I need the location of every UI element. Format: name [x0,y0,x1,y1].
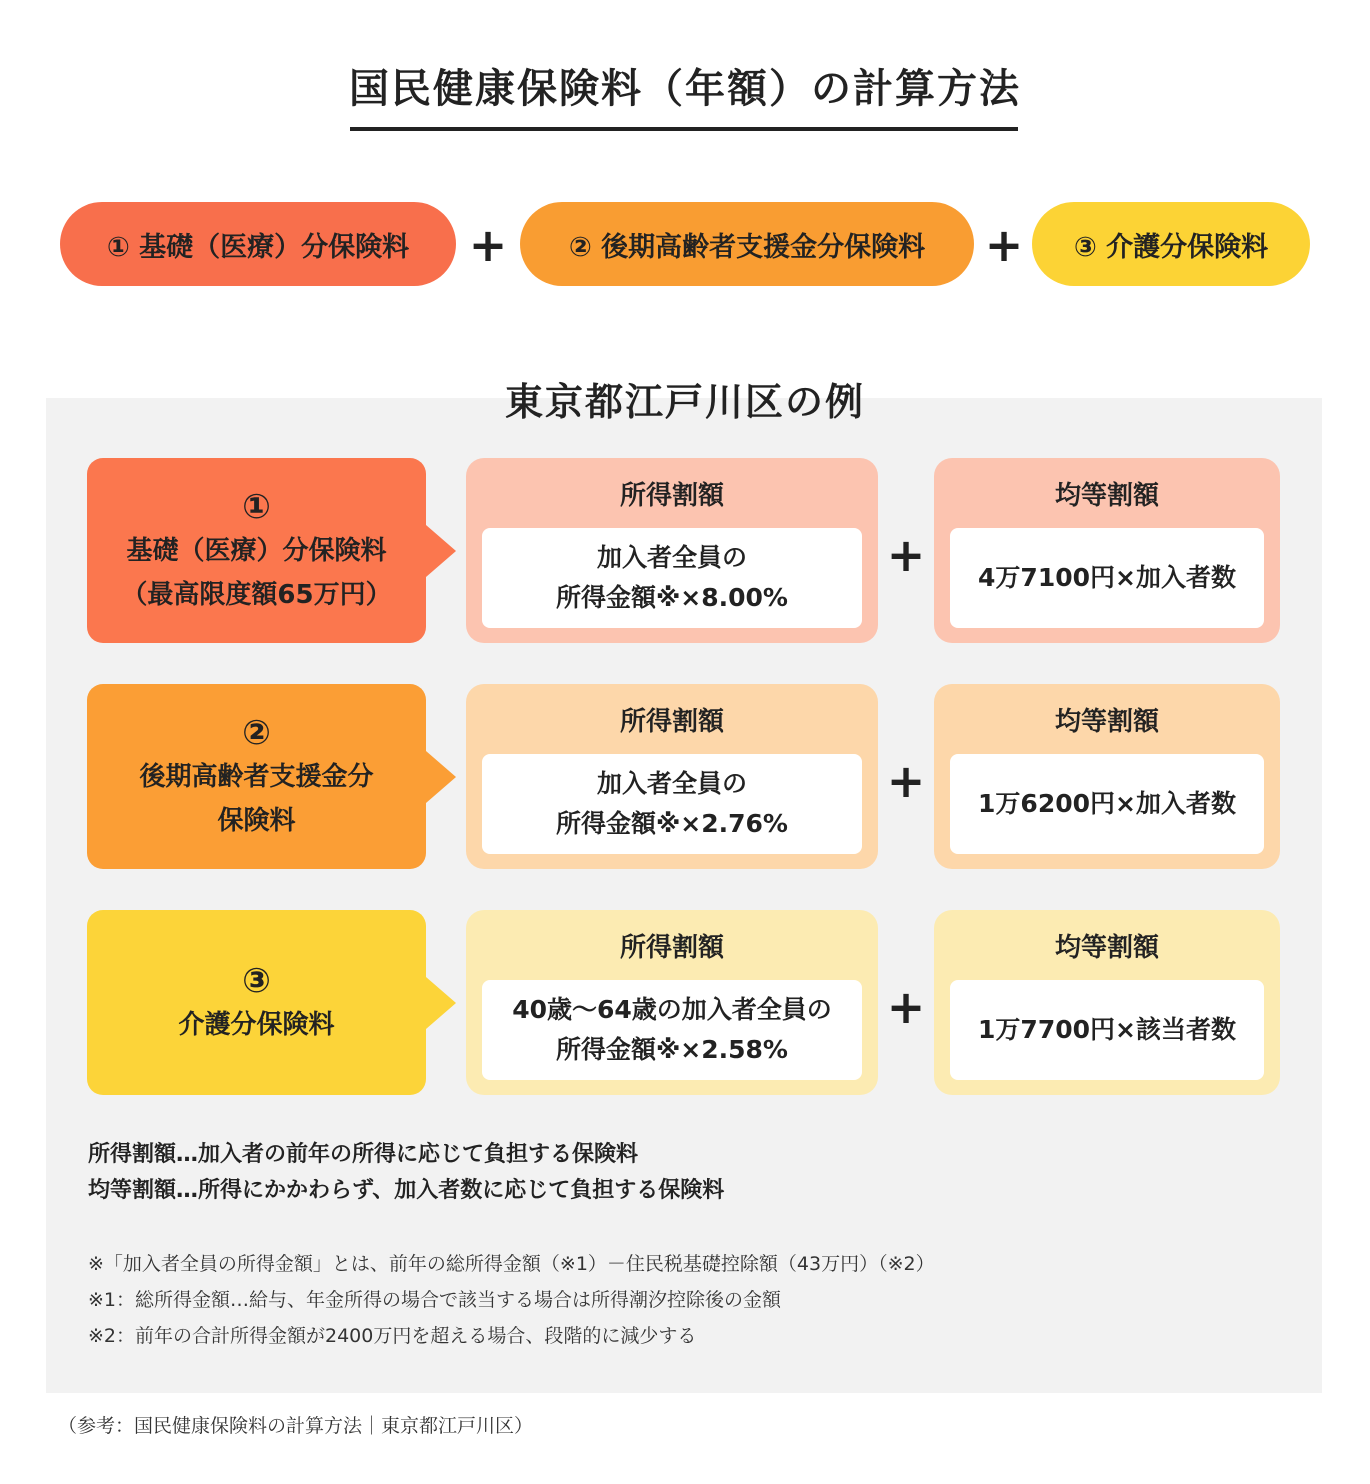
category-basic [87,458,426,643]
formula-part-label: ② 後期高齢者支援金分保険料 [568,231,926,263]
formula-part-label: ③ 介護分保険料 [1073,231,1269,263]
arrow-right-icon [426,751,456,803]
plus-icon: + [886,528,926,582]
definition-equal-share: 均等割額…所得にかかわらず、加入者数に応じて負担する保険料 [88,1178,725,1203]
example-title: 東京都江戸川区の例 [504,380,865,424]
equal-share-formula [950,528,1264,628]
income-share-box [466,458,878,643]
source-citation: （参考：国民健康保険料の計算方法｜東京都江戸川区） [58,1415,534,1437]
plus-icon: + [886,980,926,1034]
income-share-line: 所得金額※×8.00% [556,583,788,612]
page-title: 国民健康保険料（年額）の計算方法 [349,66,1021,112]
income-share-formula [482,754,862,854]
income-share-formula [482,980,862,1080]
income-share-line: 所得金額※×2.76% [556,809,788,838]
equal-share-value: 1万6200円×加入者数 [978,789,1236,818]
formula-part-support [520,202,974,286]
equal-share-value: 4万7100円×加入者数 [978,563,1236,592]
income-share-formula [482,528,862,628]
plus-icon: + [468,218,508,272]
category-care [87,910,426,1095]
title-underline [350,127,1018,131]
category-name: 保険料 [217,805,296,836]
category-name: 後期高齢者支援金分 [139,761,374,792]
income-share-heading: 所得割額 [619,707,724,737]
formula-part-label: ① 基礎（医療）分保険料 [106,231,410,263]
equal-share-formula [950,754,1264,854]
plus-icon: + [886,754,926,808]
income-share-line: 40歳〜64歳の加入者全員の [512,995,832,1024]
equal-share-box [934,458,1280,643]
income-share-heading: 所得割額 [619,481,724,511]
category-number: ③ [242,960,271,1001]
equal-share-formula [950,980,1264,1080]
plus-icon: + [984,218,1024,272]
income-share-box [466,910,878,1095]
formula-part-basic [60,202,456,286]
formula-part-care [1032,202,1310,286]
category-number: ① [242,486,271,527]
equal-share-heading: 均等割額 [1054,481,1159,511]
income-share-line: 加入者全員の [596,769,747,798]
note-1: ※1：総所得金額…給与、年金所得の場合で該当する場合は所得潮汐控除後の金額 [88,1289,782,1311]
equal-share-heading: 均等割額 [1054,707,1159,737]
arrow-right-icon [426,977,456,1029]
category-number: ② [242,712,271,753]
equal-share-box [934,684,1280,869]
category-name: 基礎（医療）分保険料 [126,535,387,566]
arrow-right-icon [426,525,456,577]
equal-share-value: 1万7700円×該当者数 [978,1015,1236,1044]
equal-share-heading: 均等割額 [1054,933,1159,963]
note-income-definition: ※「加入者全員の所得金額」とは、前年の総所得金額（※1）－住民税基礎控除額（43万円）（※2） [88,1253,935,1275]
definition-income-share: 所得割額…加入者の前年の所得に応じて負担する保険料 [88,1142,639,1167]
note-2: ※2：前年の合計所得金額が2400万円を超える場合、段階的に減少する [88,1325,697,1347]
category-name: 介護分保険料 [178,1009,335,1040]
income-share-box [466,684,878,869]
income-share-line: 所得金額※×2.58% [556,1035,788,1064]
category-support [87,684,426,869]
category-limit: （最高限度額65万円） [121,579,392,610]
equal-share-box [934,910,1280,1095]
income-share-line: 加入者全員の [596,543,747,572]
income-share-heading: 所得割額 [619,933,724,963]
